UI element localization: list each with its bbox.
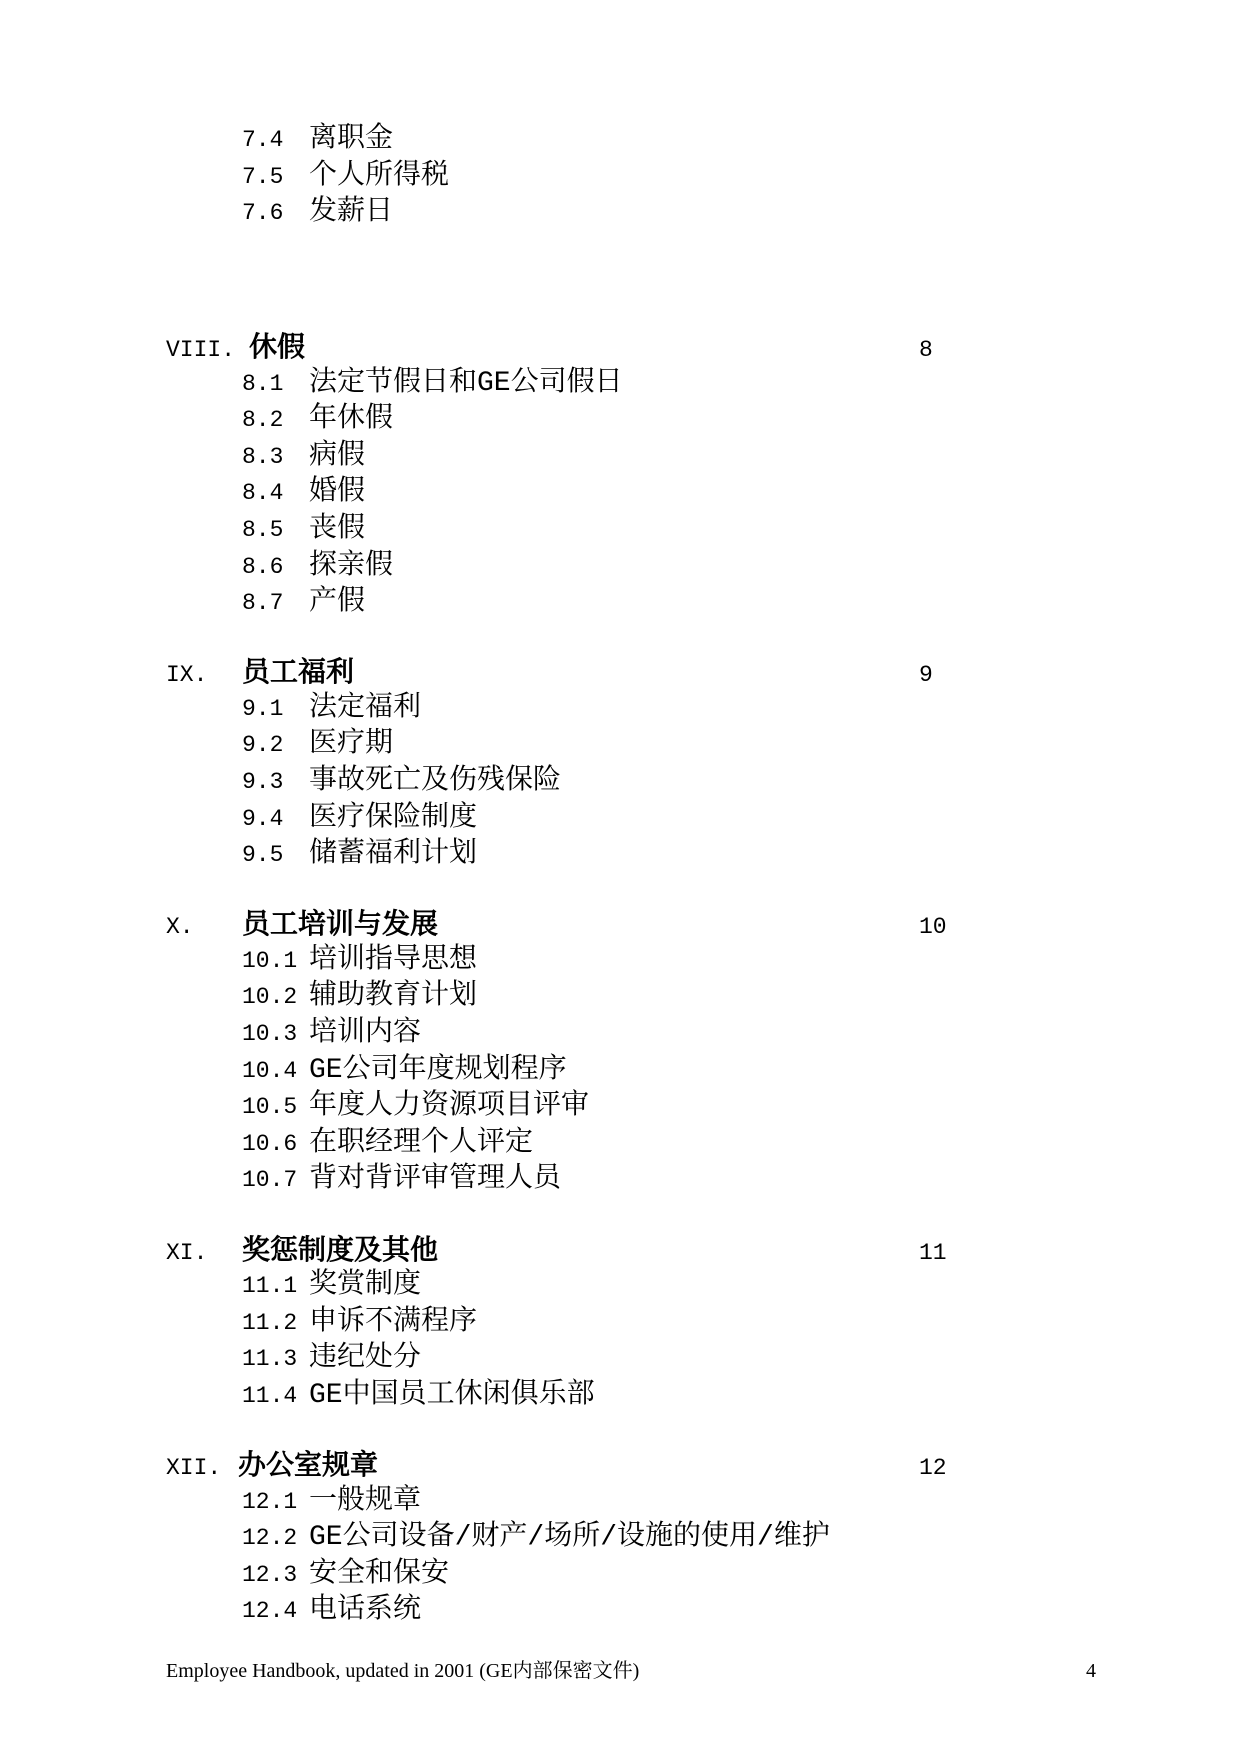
toc-item: [0, 764, 1241, 801]
toc-item-label: 事故死亡及伤残保险: [309, 766, 562, 797]
toc-item-label: 医疗期: [309, 729, 394, 761]
toc-item: [0, 1162, 1241, 1199]
toc-item: [0, 585, 1241, 622]
toc-item-number: 9.2: [242, 732, 284, 759]
toc-item-number: 8.4: [242, 480, 284, 507]
toc-item-number: 10.2: [242, 984, 298, 1011]
toc-item-label: 电话系统: [309, 1595, 422, 1627]
section-heading: [0, 329, 1241, 366]
toc-item: [0, 1378, 1241, 1415]
section-numeral: VIII.: [166, 336, 236, 363]
toc-item: [0, 512, 1241, 549]
toc-item: [0, 1341, 1241, 1378]
section-title: 办公室规章: [238, 1449, 379, 1480]
toc-item: [0, 727, 1241, 764]
toc-item-number: 8.3: [242, 443, 284, 470]
toc-item-label: 一般规章: [309, 1485, 422, 1517]
section-numeral: X.: [166, 914, 194, 941]
footer-text: Employee Handbook, updated in 2001 (GE内部保密文件): [166, 1660, 640, 1682]
toc-continued-items: [0, 122, 1241, 232]
toc-item: [0, 1593, 1241, 1630]
toc-item: [0, 1126, 1241, 1163]
toc-item-number: 9.1: [242, 695, 284, 722]
toc-section-xii: [0, 1447, 1241, 1630]
section-heading: [0, 654, 1241, 691]
toc-item-label: 背对背评审管理人员: [309, 1164, 562, 1196]
toc-item-label: 安全和保安: [309, 1558, 450, 1590]
toc-item-number: 8.7: [242, 590, 284, 617]
table-of-contents: [0, 122, 1241, 1630]
toc-item: [0, 1557, 1241, 1594]
toc-item-label: 违纪处分: [309, 1343, 422, 1375]
section-numeral: XI.: [166, 1239, 208, 1266]
toc-item-label: 年休假: [309, 404, 394, 436]
toc-item-number: 8.5: [242, 516, 284, 543]
toc-item: [0, 1053, 1241, 1090]
toc-item: [0, 159, 1241, 196]
toc-item-label: GE公司年度规划程序: [309, 1054, 567, 1086]
toc-item-label: 奖赏制度: [309, 1270, 422, 1302]
toc-item-label: 辅助教育计划: [309, 981, 478, 1013]
section-title: 员工福利: [242, 656, 355, 688]
toc-item-number: 7.4: [242, 127, 284, 153]
toc-item-number: 10.4: [242, 1057, 298, 1084]
section-page-number: 11: [919, 1239, 947, 1266]
toc-item-label: 法定福利: [309, 692, 422, 724]
toc-item-number: 10.6: [242, 1130, 298, 1157]
toc-item-label: 培训指导思想: [309, 944, 478, 976]
section-heading: [0, 906, 1241, 943]
toc-item: [0, 549, 1241, 586]
toc-item: [0, 1305, 1241, 1342]
toc-section-viii: [0, 329, 1241, 622]
toc-item-label: 离职金: [309, 124, 394, 155]
toc-item-number: 7.5: [242, 163, 284, 190]
section-heading: [0, 1447, 1241, 1484]
toc-item-label: GE中国员工休闲俱乐部: [309, 1379, 595, 1411]
toc-item-label: 医疗保险制度: [309, 802, 478, 834]
toc-item-label: 婚假: [309, 477, 366, 509]
section-page-number: 8: [919, 336, 933, 363]
toc-item-number: 9.4: [242, 805, 284, 832]
toc-item-number: 12.1: [242, 1488, 298, 1515]
section-title: 奖惩制度及其他: [242, 1233, 439, 1265]
toc-item-label: GE公司设备/财产/场所/设施的使用/维护: [309, 1522, 830, 1554]
toc-item: [0, 402, 1241, 439]
toc-item: [0, 1268, 1241, 1305]
toc-item: [0, 195, 1241, 232]
toc-item: [0, 439, 1241, 476]
toc-item-number: 9.3: [242, 769, 284, 795]
toc-item-number: 10.3: [242, 1021, 298, 1048]
toc-item: [0, 366, 1241, 403]
toc-item: [0, 1016, 1241, 1053]
toc-section-xi: [0, 1232, 1241, 1415]
toc-item-label: 发薪日: [309, 197, 394, 229]
toc-item-label: 个人所得税: [309, 160, 450, 192]
toc-item-label: 丧假: [309, 513, 366, 545]
toc-item-number: 11.2: [242, 1309, 298, 1336]
section-page-number: 9: [919, 662, 933, 689]
toc-item: [0, 691, 1241, 728]
toc-item-label: 年度人力资源项目评审: [309, 1091, 590, 1123]
toc-item: [0, 1484, 1241, 1521]
toc-item-number: 11.3: [242, 1346, 298, 1373]
toc-item-number: 12.4: [242, 1598, 298, 1625]
section-heading: [0, 1232, 1241, 1269]
toc-item-number: 12.3: [242, 1561, 298, 1588]
toc-section-ix: [0, 654, 1241, 874]
toc-item-number: 10.1: [242, 947, 298, 974]
toc-item: [0, 475, 1241, 512]
toc-item-number: 8.6: [242, 553, 284, 580]
toc-section-x: [0, 906, 1241, 1199]
section-numeral: IX.: [166, 662, 208, 689]
footer-page-number: 4: [1086, 1660, 1096, 1682]
toc-item-number: 10.7: [242, 1167, 298, 1194]
toc-item-number: 8.1: [242, 370, 284, 397]
toc-item-number: 8.2: [242, 407, 284, 434]
toc-item-number: 7.6: [242, 200, 284, 227]
toc-item-number: 11.1: [242, 1273, 298, 1300]
toc-item-number: 9.5: [242, 842, 284, 869]
toc-item-label: 在职经理个人评定: [309, 1127, 534, 1159]
toc-item: [0, 979, 1241, 1016]
toc-item-label: 申诉不满程序: [309, 1306, 478, 1338]
section-numeral: XII.: [166, 1455, 222, 1481]
toc-item-number: 10.5: [242, 1094, 298, 1121]
toc-item-number: 12.2: [242, 1525, 298, 1552]
toc-item: [0, 1089, 1241, 1126]
toc-item-label: 病假: [309, 440, 366, 472]
toc-item-number: 11.4: [242, 1382, 298, 1409]
section-page-number: 10: [919, 914, 947, 941]
toc-item-label: 探亲假: [309, 550, 394, 582]
section-page-number: 12: [919, 1455, 947, 1481]
toc-item: [0, 1520, 1241, 1557]
toc-item-label: 培训内容: [309, 1018, 422, 1050]
section-title: 员工培训与发展: [242, 908, 439, 940]
toc-item: [0, 837, 1241, 874]
toc-item-label: 法定节假日和GE公司假日: [309, 367, 623, 399]
toc-item-label: 储蓄福利计划: [309, 839, 478, 871]
section-title: 休假: [249, 330, 306, 362]
toc-item: [0, 801, 1241, 838]
toc-item-label: 产假: [309, 587, 366, 619]
toc-item: [0, 122, 1241, 159]
toc-item: [0, 943, 1241, 980]
